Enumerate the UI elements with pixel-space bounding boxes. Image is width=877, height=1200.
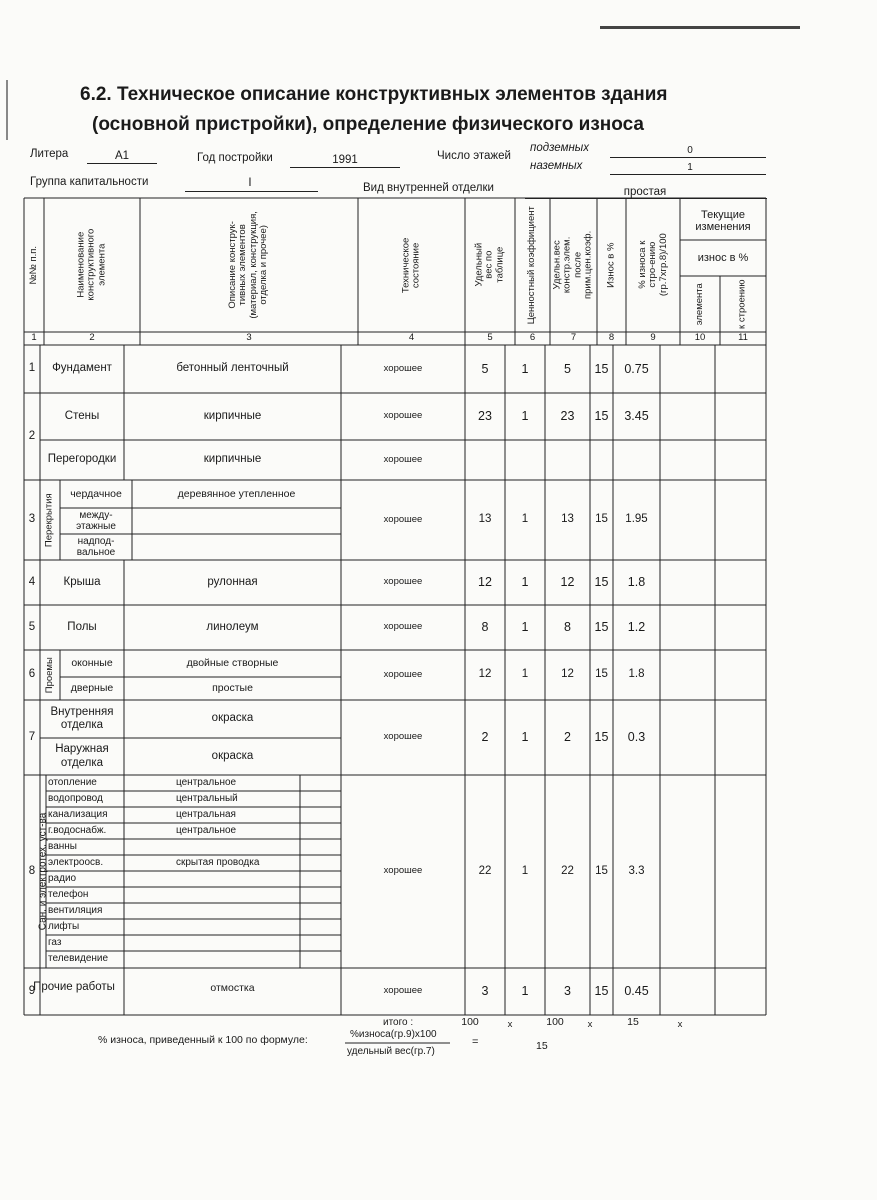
- col-header-11-text: к строению: [736, 279, 748, 329]
- row1-wear: 15: [594, 361, 609, 376]
- row8-item-label: водопровод: [48, 793, 103, 804]
- col-num-4: 4: [408, 332, 415, 344]
- interior-finish-label: Вид внутренней отделки: [363, 182, 494, 194]
- col-header-wear-pct: износ в %: [697, 251, 749, 264]
- row5-pct: 1.2: [627, 620, 646, 635]
- row6-wear: 15: [595, 668, 608, 681]
- row3-state: хорошее: [383, 513, 423, 525]
- row3-weight2: 13: [561, 513, 574, 526]
- row4-pct: 1.8: [627, 575, 646, 590]
- row5-weight2: 8: [564, 620, 571, 635]
- col-num-6: 6: [529, 332, 536, 344]
- row3-sub2a: между-: [79, 509, 113, 521]
- row5-weight: 8: [481, 620, 489, 635]
- col-header-7-text: Удельн.вес констр.элем. после прим.цен.коэф.: [551, 230, 594, 300]
- row4-weight: 12: [478, 575, 492, 590]
- col-header-9-text: % износа к стро-ению (гр.7хгр.8)/100: [636, 233, 669, 297]
- col-header-4: [358, 198, 465, 332]
- col-header-11: [720, 276, 766, 332]
- row6-weight2: 12: [561, 668, 574, 681]
- row7-desc2: окраска: [211, 749, 254, 762]
- col-num-2: 2: [89, 332, 95, 344]
- row3-desc1: деревянное утепленное: [177, 487, 296, 500]
- row3-number: 3: [28, 513, 36, 526]
- col-num-7: 7: [570, 332, 577, 344]
- row8-group: [38, 775, 48, 968]
- row9-state: хорошее: [383, 985, 423, 997]
- col-header-4-text: Техническое состояние: [400, 237, 422, 293]
- floors-label: Число этажей: [437, 150, 511, 162]
- row2b-name: Перегородки: [47, 453, 117, 466]
- row8-weight2: 22: [561, 864, 574, 877]
- row8-item-label: радио: [48, 873, 77, 884]
- col-header-8: [597, 198, 626, 332]
- col-header-10-text: элемента: [693, 282, 705, 326]
- row6-number: 6: [28, 668, 36, 681]
- row8-item-label: телевидение: [48, 953, 109, 964]
- row3-pct: 1.95: [625, 513, 648, 526]
- row2a-weight2: 23: [560, 409, 575, 424]
- row7-name2a: Наружная: [55, 743, 109, 756]
- row3-sub2: [60, 508, 132, 534]
- col-header-1-text: №№ п.п.: [27, 245, 39, 285]
- row1-desc: бетонный ленточный: [176, 362, 289, 375]
- row9-name: Прочие работы: [33, 981, 115, 994]
- row4-name: Крыша: [63, 575, 101, 588]
- row6-pct: 1.8: [628, 668, 645, 681]
- row7-wear: 15: [594, 730, 609, 745]
- row8-wear: 15: [595, 864, 608, 877]
- col-header-6: [515, 198, 550, 332]
- col-num-3: 3: [246, 332, 252, 344]
- col-header-current-changes: Текущие изменения: [695, 208, 751, 233]
- capital-group-label: Группа капитальности: [30, 176, 149, 188]
- row7-state: хорошее: [383, 731, 423, 743]
- row3-wear: 15: [595, 513, 608, 526]
- row3-group-text: Перекрытия: [43, 493, 55, 547]
- row1-state: хорошее: [383, 362, 423, 374]
- col-header-5: [465, 198, 515, 332]
- capital-group-value: I: [248, 177, 252, 189]
- row1-coef: 1: [521, 361, 529, 376]
- row2a-state: хорошее: [383, 410, 423, 422]
- row5-state: хорошее: [383, 621, 423, 633]
- row8-item-label: телефон: [48, 889, 89, 900]
- litera-value: А1: [114, 150, 130, 162]
- row1-weight: 5: [481, 361, 489, 376]
- row7-name1b: отделка: [60, 719, 104, 731]
- totals-weight: 100: [461, 1015, 479, 1028]
- row9-coef: 1: [521, 984, 529, 999]
- row5-wear: 15: [594, 620, 609, 635]
- row8-item-label: г.водоснабж.: [48, 825, 107, 836]
- col-header-5-text: Удельный вес по таблице: [473, 243, 506, 287]
- row6-coef: 1: [521, 668, 529, 681]
- totals-x3: х: [677, 1018, 683, 1030]
- row5-desc: линолеум: [206, 620, 259, 633]
- row9-pct: 0.45: [624, 984, 649, 999]
- formula-label: % износа, приведенный к 100 по формуле:: [98, 1034, 308, 1046]
- row6-desc2: простые: [212, 682, 253, 695]
- row8-item-label: газ: [48, 937, 62, 948]
- row3-sub1: чердачное: [70, 487, 122, 500]
- row7-desc1: окраска: [211, 712, 254, 725]
- row7-name2: [40, 738, 124, 775]
- row2a-wear: 15: [594, 409, 609, 424]
- col-header-7: [550, 198, 597, 332]
- row6-group-text: Проемы: [43, 656, 55, 694]
- row4-desc: рулонная: [207, 575, 258, 588]
- litera-label: Литера: [30, 148, 69, 160]
- row4-number: 4: [28, 575, 36, 588]
- row3-sub3a: надпод-: [77, 535, 115, 547]
- row8-state: хорошее: [383, 865, 423, 877]
- row9-weight2: 3: [564, 984, 571, 999]
- totals-label: итого :: [383, 1017, 414, 1028]
- col-num-8: 8: [608, 332, 615, 344]
- row9-number: 9: [28, 984, 36, 997]
- row3-weight: 13: [478, 513, 492, 526]
- col-header-2: [44, 198, 140, 332]
- row7-weight2: 2: [564, 730, 571, 745]
- formula-result: 15: [536, 1040, 548, 1052]
- col-header-3-text: Описание конструк-тивных элементов (материал, конструкция, отделка и прочее): [227, 211, 270, 319]
- row6-weight: 12: [478, 668, 492, 681]
- row7-coef: 1: [521, 730, 529, 745]
- row1-weight2: 5: [564, 361, 571, 376]
- aboveground-value: 1: [687, 162, 693, 173]
- row3-sub2b: этажные: [76, 521, 116, 532]
- row8-weight: 22: [478, 864, 492, 877]
- row8-item-label: отопление: [48, 777, 97, 788]
- row8-pct: 3.3: [628, 864, 645, 877]
- row2-number: 2: [28, 429, 36, 442]
- row1-name: Фундамент: [52, 362, 112, 375]
- row8-item-desc: центральная: [176, 809, 236, 820]
- row7-number: 7: [28, 730, 36, 743]
- page-title: 6.2. Техническое описание конструктивных элементов здания: [80, 84, 668, 105]
- row9-desc: отмостка: [210, 981, 255, 994]
- row8-coef: 1: [521, 864, 529, 877]
- row3-group: [40, 480, 60, 560]
- formula-denominator: удельный вес(гр.7): [347, 1046, 435, 1057]
- row8-item-label: ванны: [48, 841, 77, 852]
- formula-equals: =: [472, 1036, 479, 1048]
- totals-x2: х: [587, 1018, 593, 1030]
- row9-weight: 3: [481, 984, 489, 999]
- row8-group-text: Сан. и электротех. уст-ва: [37, 812, 49, 931]
- row4-weight2: 12: [560, 575, 575, 590]
- row4-coef: 1: [521, 575, 529, 590]
- col-header-9: [626, 198, 680, 332]
- row1-number: 1: [28, 362, 36, 375]
- totals-weight2: 100: [546, 1015, 564, 1028]
- col-header-1: [24, 198, 44, 332]
- row2a-name: Стены: [64, 409, 100, 422]
- col-num-5: 5: [487, 332, 493, 344]
- formula-numerator: %износа(гр.9)х100: [350, 1029, 437, 1040]
- underground-label: подземных: [530, 142, 589, 154]
- row7-name1a: Внутренняя: [50, 705, 114, 718]
- row7-name1: [40, 700, 124, 738]
- row8-item-desc: центральное: [176, 825, 237, 836]
- row2a-desc: кирпичные: [203, 409, 262, 422]
- row7-name2b: отделка: [60, 756, 104, 769]
- row8-item-label: лифты: [48, 921, 80, 932]
- row4-state: хорошее: [383, 576, 423, 588]
- aboveground-label: наземных: [530, 160, 583, 172]
- row8-item-label: канализация: [48, 809, 108, 820]
- row5-coef: 1: [521, 620, 529, 635]
- col-header-3: [140, 198, 358, 332]
- col-num-11: 11: [738, 332, 748, 344]
- col-header-6-text: Ценностный коэффициент: [526, 205, 538, 325]
- page-subtitle: (основной пристройки), определение физического износа: [92, 114, 645, 135]
- row6-sub1: оконные: [71, 657, 113, 670]
- year-label: Год постройки: [197, 152, 273, 164]
- col-num-10: 10: [694, 332, 706, 344]
- year-value: 1991: [332, 154, 358, 166]
- row8-item-desc: скрытая проводка: [176, 857, 260, 868]
- row5-number: 5: [28, 620, 36, 633]
- row8-item-label: электроосв.: [48, 857, 104, 868]
- row9-wear: 15: [594, 984, 609, 999]
- row3-sub3b: вальное: [76, 547, 116, 558]
- interior-finish-value: простая: [623, 186, 667, 198]
- col-header-2-text: Наименование конструктивного элемента: [75, 229, 108, 301]
- underground-value: 0: [687, 145, 693, 156]
- col-num-9: 9: [650, 332, 656, 344]
- row4-wear: 15: [594, 575, 609, 590]
- totals-wear: 15: [627, 1015, 639, 1028]
- row6-state: хорошее: [383, 668, 423, 680]
- row2a-pct: 3.45: [624, 409, 649, 424]
- row2a-weight: 23: [478, 409, 492, 424]
- row8-number: 8: [28, 864, 36, 877]
- row7-pct: 0.3: [627, 730, 646, 745]
- row8-item-label: вентиляция: [48, 905, 103, 916]
- col-header-10: [680, 276, 720, 332]
- row7-weight: 2: [481, 730, 489, 745]
- row5-name: Полы: [67, 620, 97, 633]
- col-header-8-text: Износ в %: [605, 242, 617, 288]
- totals-x1: х: [507, 1018, 513, 1030]
- row2b-desc: кирпичные: [203, 453, 262, 466]
- col-num-1: 1: [31, 332, 37, 344]
- row8-item-desc: центральный: [176, 793, 238, 804]
- row6-group: [40, 650, 60, 700]
- row2b-state: хорошее: [383, 453, 423, 465]
- row3-sub3: [60, 534, 132, 560]
- row6-desc1: двойные створные: [186, 657, 279, 670]
- row3-coef: 1: [521, 513, 529, 526]
- row1-pct: 0.75: [624, 361, 649, 376]
- row8-item-desc: центральное: [176, 777, 237, 788]
- row6-sub2: дверные: [70, 682, 114, 695]
- row2a-coef: 1: [521, 409, 529, 424]
